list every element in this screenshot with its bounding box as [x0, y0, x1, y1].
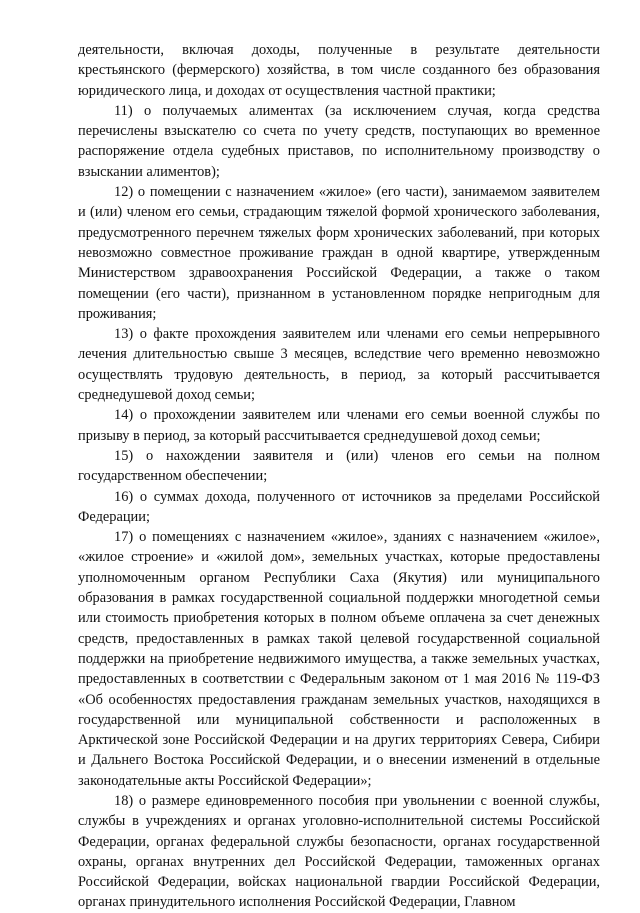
paragraph-item-17: 17) о помещениях с назначением «жилое», зданиях с назначением «жилое», «жилое строение» и «жилой дом», земельных участках, которые предоставлены уполномоченным органом Республики Саха (Якутия) или муниципального образования в рамках государственной социальной поддержки многодетной семьи или стоимость приобретения которых в полном объеме оплачена за счет денежных средств, предоставленных в рамках такой целевой государственной социальной поддержки на приобретение недвижимого имущества, а также земельных участках, предоставленных в соответствии с Федеральным законом от 1 мая 2016 № 119-ФЗ «Об особенностях предоставления гражданам земельных участков, находящихся в государственной или муниципальной собственности и расположенных в Арктической зоне Российской Федерации и на других территориях Севера, Сибири и Дальнего Востока Российской Федерации, и о внесении изменений в отдельные законодательные акты Российской Федерации»;	[78, 529, 600, 789]
paragraph-item-13: 13) о факте прохождения заявителем или членами его семьи непрерывного лечения длительностью свыше 3 месяцев, вследствие чего временно невозможно осуществлять трудовую деятельность, в период, за который рассчитывается среднедушевой доход семьи;	[78, 326, 600, 404]
paragraph-item-16: 16) о суммах дохода, полученного от источников за пределами Российской Федерации;	[78, 488, 600, 525]
document-page	[78, 40, 600, 913]
paragraph-item-18: 18) о размере единовременного пособия при увольнении с военной службы, службы в учреждениях и органах уголовно-исполнительной системы Российской Федерации, органах федеральной службы безопасности, органах государственной охраны, органах внутренних дел Российской Федерации, таможенных органах Российской Федерации, войсках национальной гвардии Российской Федерации, органах принудительного исполнения Российской Федерации, Главном	[78, 792, 600, 911]
paragraph-item-14: 14) о прохождении заявителем или членами его семьи военной службы по призыву в период, за который рассчитывается среднедушевой доход семьи;	[78, 407, 600, 444]
paragraph-item-12: 12) о помещении с назначением «жилое» (его части), занимаемом заявителем и (или) членом его семьи, страдающим тяжелой формой хронического заболевания, предусмотренного перечнем тяжелых форм хронических заболеваний, при которых невозможно совместное проживание граждан в одной квартире, утвержденным Министерством здравоохранения Российской Федерации, а также о таком помещении (его части), признанном в установленном порядке непригодным для проживания;	[78, 184, 600, 322]
paragraph-item-11: 11) о получаемых алиментах (за исключением случая, когда средства перечислены взыскателю со счета по учету средств, поступающих во временное распоряжение отдела судебных приставов, по исполнительному производству о взыскании алиментов);	[78, 102, 600, 180]
paragraph-item-15: 15) о нахождении заявителя и (или) членов его семьи на полном государственном обеспечении;	[78, 447, 600, 485]
paragraph-continuation: деятельности, включая доходы, полученные в результате деятельности крестьянского (фермерского) хозяйства, в том числе созданного без образования юридического лица, и доходах от осуществления частной практики;	[78, 42, 600, 99]
